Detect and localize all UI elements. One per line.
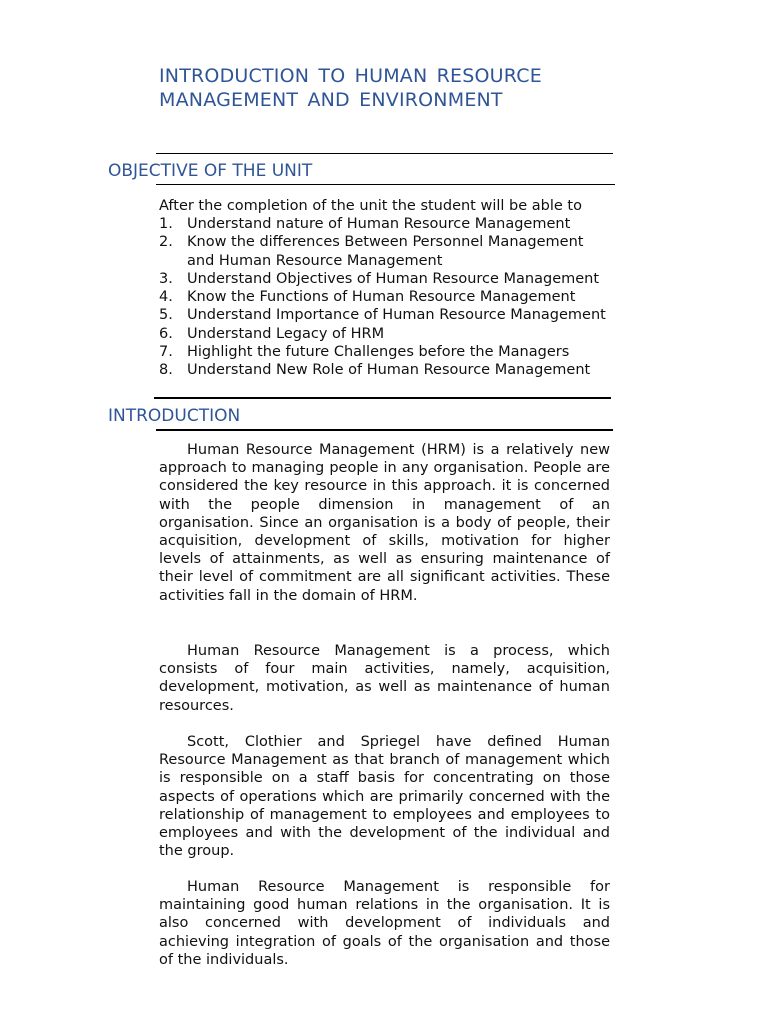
list-item <box>159 361 606 379</box>
list-item <box>159 306 606 324</box>
list-item-number: 6. <box>159 325 173 342</box>
list-item-text: Know the differences Between Personnel Management <box>187 234 584 251</box>
paragraph-scott-definition: Scott, Clothier and Spriegel have defined Human Resource Management as that branch of management which is responsible on a staff basis for concentrating on those aspects of operations which are primarily concerned with the relationship of management to employees and employees to employees and with the development of the individual and the group. <box>159 734 610 860</box>
list-item-number: 5. <box>159 307 173 324</box>
objective-heading: OBJECTIVE OF THE UNIT <box>108 161 313 181</box>
list-item-number: 3. <box>159 270 173 287</box>
list-item <box>159 270 606 288</box>
list-item-text: Understand Importance of Human Resource Management <box>187 307 606 324</box>
list-item-number: 1. <box>159 216 173 232</box>
rule-below-introduction <box>156 429 613 431</box>
paragraph-hrm-process: Human Resource Management is a process, which consists of four main activities, namely, acquisition, development, motivation, as well as maintenance of human resources. <box>159 643 610 714</box>
list-item-text: Know the Functions of Human Resource Management <box>187 289 576 306</box>
list-item-number: 4. <box>159 289 173 306</box>
list-item <box>159 215 606 233</box>
list-item-text: Understand Objectives of Human Resource Management <box>187 270 600 287</box>
list-item <box>159 288 606 306</box>
document-title-line-1: INTRODUCTION TO HUMAN RESOURCE <box>159 65 542 87</box>
list-item-number: 7. <box>159 344 173 361</box>
list-item-text: Understand Legacy of HRM <box>187 325 385 342</box>
paragraph-human-relations: Human Resource Management is responsible for maintaining good human relations in the organisation. It is also concerned with development of individuals and achieving integration of goals of the organisation and those of the individuals. <box>159 879 610 968</box>
document-title-line-2: MANAGEMENT AND ENVIRONMENT <box>159 89 503 111</box>
list-item-text: Understand New Role of Human Resource Management <box>187 362 591 379</box>
objectives-list <box>159 215 606 380</box>
list-item <box>159 325 606 343</box>
paragraph-hrm-definition: Human Resource Management (HRM) is a relatively new approach to managing people in any organisation. People are considered the key resource in this approach. it is concerned with the people dimension in management of an organisation. Since an organisation is a body of people, their acquisition, development of skills, motivation for higher levels of attainments, as well as ensuring maintenance of their level of commitment are all significant activities. These activities fall in the domain of HRM. <box>159 442 610 604</box>
introduction-heading: INTRODUCTION <box>108 406 241 426</box>
list-item-text: Understand nature of Human Resource Management <box>187 216 571 232</box>
list-item <box>159 233 606 270</box>
document-title <box>159 64 619 112</box>
list-item-text-continued: and Human Resource Management <box>187 252 443 269</box>
list-item-number: 8. <box>159 362 173 379</box>
rule-above-introduction <box>154 397 611 399</box>
objective-intro: After the completion of the unit the student will be able to <box>159 198 582 214</box>
list-item <box>159 343 606 361</box>
list-item-text: Highlight the future Challenges before the Managers <box>187 344 570 361</box>
rule-below-objective <box>156 184 615 185</box>
rule-above-objective <box>156 153 613 154</box>
list-item-number: 2. <box>159 234 173 251</box>
